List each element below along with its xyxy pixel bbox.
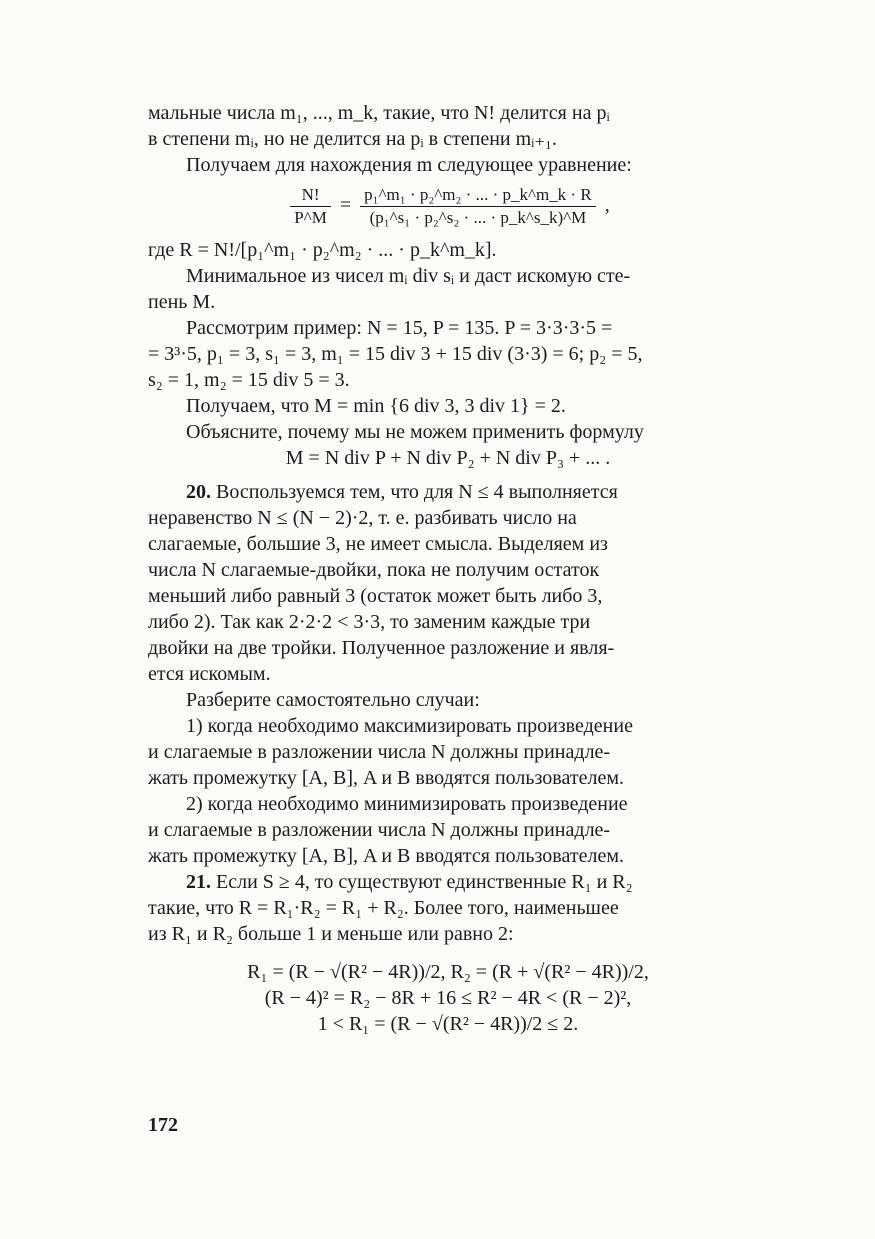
paragraph-20 [148,479,748,505]
text-line: неравенство N ≤ (N − 2)·2, т. е. разбивать число на [148,507,577,529]
equals-sign: = [339,194,352,217]
formula-line: (R − 4)² = R₂ − 8R + 16 ≤ R² − 4R < (R − 2)², [264,987,632,1009]
text-line: в степени mᵢ, но не делится на pᵢ в степени mᵢ₊₁. [148,128,557,150]
paragraph-21 [148,869,748,895]
fraction-numerator: p₁^m₁ · p₂^m₂ · ... · p_k^m_k · R [360,184,596,207]
text-line: либо 2). Так как 2·2·2 < 3·3, то заменим каждые три [148,611,591,633]
fraction-numerator: N! [290,184,331,207]
text-line: Минимальное из чисел mᵢ div sᵢ и даст искомую сте- [186,265,631,287]
formula-fraction [148,184,748,229]
text-line: = 3³·5, p₁ = 3, s₁ = 3, m₁ = 15 div 3 + 15 div (3·3) = 6; p₂ = 5, [148,343,643,365]
text-line: 1) когда необходимо максимизировать произведение [186,715,633,737]
text-line: ется искомым. [148,663,271,685]
formula-line: M = N div P + N div P₂ + N div P₃ + ... . [285,447,611,469]
fraction-right [360,184,596,229]
text-line: Рассмотрим пример: N = 15, P = 135. P = 3·3·3·5 = [186,317,613,339]
formula-comma: , [604,194,610,217]
text-line: пень M. [148,291,216,313]
item-number: 20. [186,481,211,503]
text-line: Получаем, что M = min {6 div 3, 3 div 1} = 2. [186,395,566,417]
text-line: s₂ = 1, m₂ = 15 div 5 = 3. [148,369,350,391]
text-line: двойки на две тройки. Полученное разложение и явля- [148,637,615,659]
text-line: мальные числа m₁, ..., m_k, такие, что N! делится на pᵢ [148,102,610,124]
text-line: и слагаемые в разложении числа N должны принадле- [148,741,611,763]
text-line: жать промежутку [A, B], A и B вводятся пользователем. [148,845,624,867]
text-line: из R₁ и R₂ больше 1 и меньше или равно 2: [148,923,514,945]
formula-line: R₁ = (R − √(R² − 4R))/2, R₂ = (R + √(R² − 4R))/2, [247,961,649,983]
text-line: Получаем для нахождения m следующее уравнение: [186,154,632,176]
page-body [148,100,748,1045]
text-line: Если S ≥ 4, то существуют единственные R₁ и R₂ [216,871,633,893]
text-line: меньший либо равный 3 (остаток может быть либо 3, [148,585,603,607]
text-line: такие, что R = R₁·R₂ = R₁ + R₂. Более того, наименьшее [148,897,619,919]
formula-line: 1 < R₁ = (R − √(R² − 4R))/2 ≤ 2. [317,1013,579,1035]
item-number: 21. [186,871,211,893]
formula-block [148,959,748,1037]
text-line: числа N слагаемые-двойки, пока не получим остаток [148,559,600,581]
text-line: Разберите самостоятельно случаи: [186,689,480,711]
text-line: слагаемые, большие 3, не имеет смысла. Выделяем из [148,533,608,555]
text-line: жать промежутку [A, B], A и B вводятся пользователем. [148,767,624,789]
fraction-denominator: (p₁^s₁ · p₂^s₂ · ... · p_k^s_k)^M [369,208,587,227]
text-line: Объясните, почему мы не можем применить формулу [186,421,644,443]
text-line: Воспользуемся тем, что для N ≤ 4 выполняется [216,481,618,503]
fraction-denominator: P^M [294,208,327,227]
text-line: 2) когда необходимо минимизировать произведение [186,793,628,815]
text-line: где R = N!/[p₁^m₁ · p₂^m₂ · ... · p_k^m_k]. [148,239,497,261]
text-line: и слагаемые в разложении числа N должны принадле- [148,819,611,841]
fraction-left [290,184,331,229]
page-number: 172 [148,1114,178,1136]
